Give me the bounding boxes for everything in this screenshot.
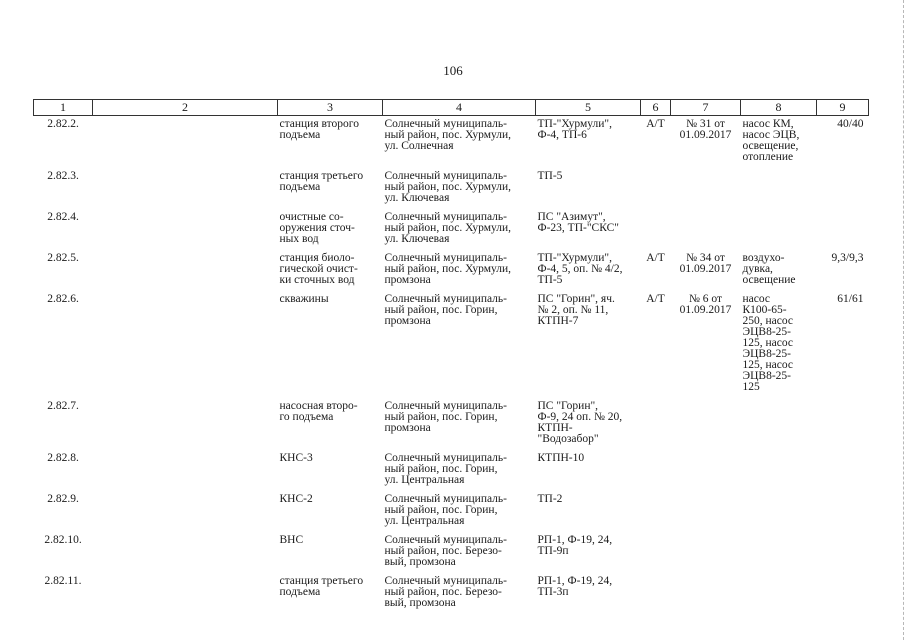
cell-supply: ПС "Горин", яч. № 2, оп. № 11, КТПН-7 xyxy=(537,293,615,327)
cell-address: Солнечный муниципаль- ный район, пос. Горин, ул. Центральная xyxy=(384,452,507,486)
cell-object: КНС-3 xyxy=(279,452,313,464)
cell-contract xyxy=(671,532,741,573)
cell-type: А/Т xyxy=(646,252,665,264)
table-body xyxy=(34,116,869,615)
cell-contract: № 34 от 01.09.2017 xyxy=(679,252,732,275)
cell-address: Солнечный муниципаль- ный район, пос. Горин, промзона xyxy=(384,293,507,327)
cell-address: Солнечный муниципаль- ный район, пос. Хурмули, ул. Ключевая xyxy=(384,211,512,245)
column-header: 5 xyxy=(536,100,641,116)
cell-equipment: насос КМ, насос ЭЦВ, освещение, отопление xyxy=(742,118,800,163)
cell-col2 xyxy=(93,532,278,573)
cell-supply: ТП-2 xyxy=(537,493,563,505)
cell-index: 2.82.8. xyxy=(47,452,79,464)
cell-supply: ПС "Горин", Ф-9, 24 оп. № 20, КТПН- "Водозабор" xyxy=(537,400,623,445)
cell-address: Солнечный муниципаль- ный район, пос. Хурмули, ул. Ключевая xyxy=(384,170,512,204)
table-row xyxy=(34,398,869,450)
cell-contract xyxy=(671,209,741,250)
cell-power xyxy=(817,398,869,450)
cell-power xyxy=(817,168,869,209)
cell-supply: ТП-"Хурмули", Ф-4, 5, оп. № 4/2, ТП-5 xyxy=(537,252,623,286)
cell-contract: № 6 от 01.09.2017 xyxy=(679,293,732,316)
cell-col2 xyxy=(93,291,278,398)
cell-equipment xyxy=(741,398,817,450)
column-header: 7 xyxy=(671,100,741,116)
cell-supply: КТПН-10 xyxy=(537,452,585,464)
table-row xyxy=(34,116,869,169)
cell-equipment xyxy=(741,573,817,614)
scan-edge xyxy=(902,0,904,640)
cell-contract xyxy=(671,450,741,491)
cell-index: 2.82.3. xyxy=(47,170,79,182)
column-header: 3 xyxy=(278,100,383,116)
cell-object: насосная второ- го подъема xyxy=(279,400,358,423)
cell-address: Солнечный муниципаль- ный район, пос. Горин, ул. Центральная xyxy=(384,493,507,527)
cell-equipment xyxy=(741,532,817,573)
cell-address: Солнечный муниципаль- ный район, пос. Хурмули, ул. Солнечная xyxy=(384,118,512,152)
table-row xyxy=(34,168,869,209)
table-row xyxy=(34,450,869,491)
cell-equipment: насос К100-65- 250, насос ЭЦВ8-25- 125, насос ЭЦВ8-25- 125, насос ЭЦВ8-25- 125 xyxy=(742,293,794,393)
cell-col2 xyxy=(93,398,278,450)
cell-type: А/Т xyxy=(646,293,665,305)
cell-power xyxy=(817,491,869,532)
cell-contract xyxy=(671,168,741,209)
column-header: 6 xyxy=(641,100,671,116)
cell-object: станция третьего подъема xyxy=(279,575,364,598)
table-header xyxy=(34,100,869,116)
cell-contract xyxy=(671,398,741,450)
cell-index: 2.82.4. xyxy=(47,211,79,223)
cell-object: станция третьего подъема xyxy=(279,170,364,193)
cell-supply: ТП-"Хурмули", Ф-4, ТП-6 xyxy=(537,118,612,141)
cell-contract: № 31 от 01.09.2017 xyxy=(679,118,732,141)
cell-supply: РП-1, Ф-19, 24, ТП-3п xyxy=(537,575,613,598)
cell-index: 2.82.10. xyxy=(44,534,82,546)
column-header: 1 xyxy=(34,100,93,116)
cell-index: 2.82.11. xyxy=(44,575,82,587)
cell-col2 xyxy=(93,250,278,291)
cell-address: Солнечный муниципаль- ный район, пос. Березо- вый, промзона xyxy=(384,534,507,568)
cell-type xyxy=(641,573,671,614)
cell-type xyxy=(641,168,671,209)
cell-power: 9,3/9,3 xyxy=(831,252,864,264)
cell-type xyxy=(641,398,671,450)
cell-col2 xyxy=(93,116,278,169)
cell-power: 40/40 xyxy=(837,118,864,130)
column-header: 9 xyxy=(817,100,869,116)
column-header: 8 xyxy=(741,100,817,116)
cell-equipment: воздухо- дувка, освещение xyxy=(742,252,796,286)
cell-address: Солнечный муниципаль- ный район, пос. Березо- вый, промзона xyxy=(384,575,507,609)
cell-object: ВНС xyxy=(279,534,304,546)
cell-supply: РП-1, Ф-19, 24, ТП-9п xyxy=(537,534,613,557)
column-header: 4 xyxy=(383,100,536,116)
page-number: 106 xyxy=(443,63,463,78)
cell-index: 2.82.6. xyxy=(47,293,79,305)
cell-object: КНС-2 xyxy=(279,493,313,505)
header-row xyxy=(34,100,869,116)
cell-object: очистные со- оружения сточ- ных вод xyxy=(279,211,355,245)
cell-object: станция биоло- гической очист- ки сточных вод xyxy=(279,252,358,286)
cell-col2 xyxy=(93,573,278,614)
cell-contract xyxy=(671,491,741,532)
cell-object: скважины xyxy=(279,293,329,305)
equipment-table xyxy=(33,99,869,614)
table-row xyxy=(34,250,869,291)
table-row xyxy=(34,209,869,250)
cell-col2 xyxy=(93,491,278,532)
cell-power: 61/61 xyxy=(837,293,864,305)
cell-power xyxy=(817,573,869,614)
cell-index: 2.82.9. xyxy=(47,493,79,505)
cell-power xyxy=(817,450,869,491)
cell-equipment xyxy=(741,450,817,491)
cell-type: А/Т xyxy=(646,118,665,130)
cell-index: 2.82.2. xyxy=(47,118,79,130)
cell-supply: ПС "Азимут", Ф-23, ТП-"СКС" xyxy=(537,211,619,234)
cell-type xyxy=(641,491,671,532)
table-row xyxy=(34,573,869,614)
cell-object: станция второго подъема xyxy=(279,118,359,141)
cell-power xyxy=(817,532,869,573)
cell-type xyxy=(641,450,671,491)
cell-supply: ТП-5 xyxy=(537,170,563,182)
cell-address: Солнечный муниципаль- ный район, пос. Горин, промзона xyxy=(384,400,507,434)
table-row xyxy=(34,532,869,573)
cell-equipment xyxy=(741,168,817,209)
cell-power xyxy=(817,209,869,250)
cell-col2 xyxy=(93,209,278,250)
column-header: 2 xyxy=(93,100,278,116)
table-row xyxy=(34,491,869,532)
cell-equipment xyxy=(741,209,817,250)
cell-index: 2.82.5. xyxy=(47,252,79,264)
cell-type xyxy=(641,532,671,573)
cell-contract xyxy=(671,573,741,614)
table-row xyxy=(34,291,869,398)
cell-index: 2.82.7. xyxy=(47,400,79,412)
cell-col2 xyxy=(93,450,278,491)
cell-address: Солнечный муниципаль- ный район, пос. Хурмули, промзона xyxy=(384,252,512,286)
cell-col2 xyxy=(93,168,278,209)
cell-type xyxy=(641,209,671,250)
cell-equipment xyxy=(741,491,817,532)
